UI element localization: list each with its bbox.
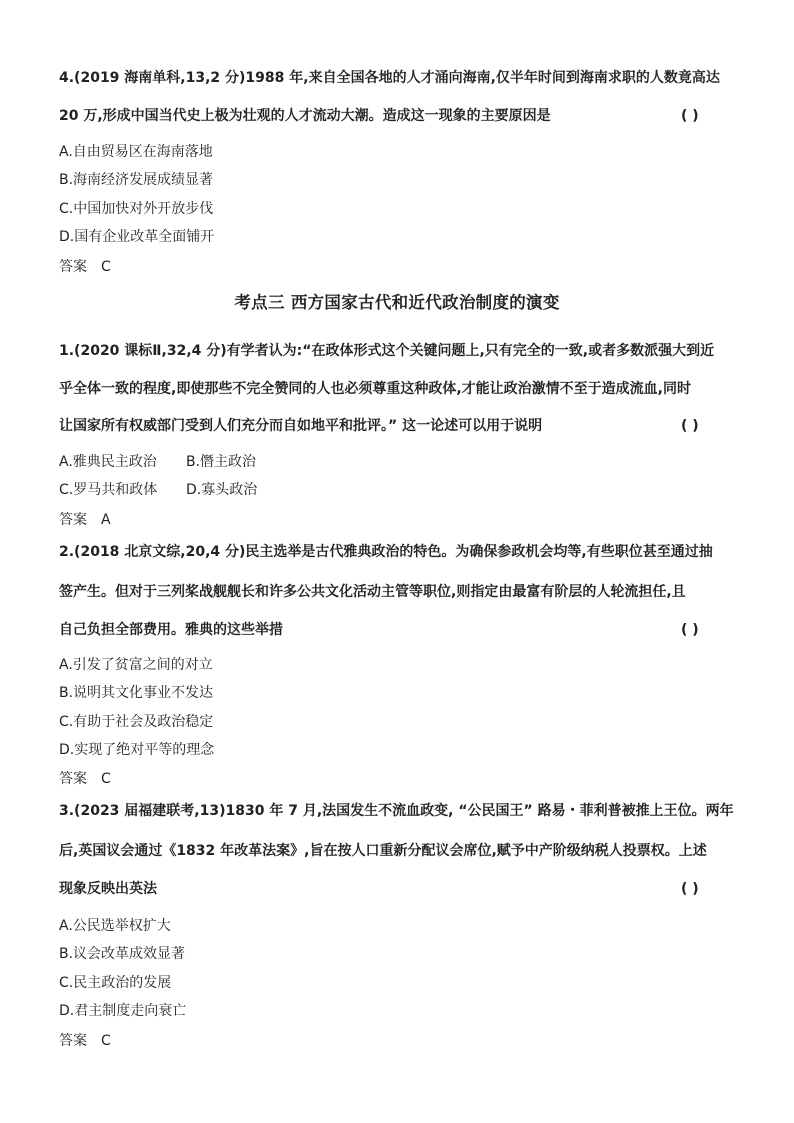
- section-heading: 考点三 西方国家古代和近代政治制度的演变: [234, 293, 560, 312]
- question-stem-line: 签产生。但对于三列桨战舰舰长和许多公共文化活动主管等职位,则指定由最富有阶层的人轮流担任,且: [59, 584, 686, 600]
- option-c: C.有助于社会及政治稳定: [59, 714, 214, 730]
- answer-line: [59, 769, 111, 789]
- question-stem-line: 自己负担全部费用。雅典的这些举措: [59, 622, 283, 638]
- option-a: A.雅典民主政治: [59, 454, 157, 470]
- option-a: A.公民选举权扩大: [59, 918, 171, 934]
- question-stem-line: 现象反映出英法: [59, 881, 157, 897]
- option-b: B.议会改革成效显著: [59, 946, 186, 962]
- option-c: C.中国加快对外开放步伐: [59, 201, 214, 217]
- question-stem-line: 2.(2018 北京文综,20,4 分)民主选举是古代雅典政治的特色。为确保参政机会均等,有些职位甚至通过抽: [59, 544, 713, 560]
- question-stem-line: 4.(2019 海南单科,13,2 分)1988 年,来自全国各地的人才涌向海南,仅半年时间到海南求职的人数竟高达: [59, 70, 720, 86]
- option-b: B.僭主政治: [186, 454, 257, 470]
- option-d: D.君主制度走向衰亡: [59, 1003, 187, 1019]
- question-stem-line: 3.(2023 届福建联考,13)1830 年 7 月,法国发生不流血政变, “公民国王” 路易・菲利普被推上王位。两年: [59, 803, 734, 819]
- answer-paren: ( ): [681, 108, 699, 124]
- answer-value: A: [101, 512, 111, 528]
- answer-value: C: [101, 771, 111, 787]
- question-stem-line: 20 万,形成中国当代史上极为壮观的人才流动大潮。造成这一现象的主要原因是: [59, 108, 551, 124]
- answer-paren: ( ): [681, 418, 699, 434]
- answer-label: 答案: [59, 771, 87, 787]
- answer-line: [59, 257, 111, 277]
- option-c: C.民主政治的发展: [59, 975, 172, 991]
- option-d: D.国有企业改革全面铺开: [59, 229, 215, 245]
- option-a: A.自由贸易区在海南落地: [59, 144, 213, 160]
- option-d: D.寡头政治: [186, 482, 258, 498]
- answer-paren: ( ): [681, 881, 699, 897]
- question-stem-line: 后,英国议会通过《1832 年改革法案》,旨在按人口重新分配议会席位,赋予中产阶级纳税人投票权。上述: [59, 843, 707, 859]
- answer-paren: ( ): [681, 622, 699, 638]
- option-b: B.海南经济发展成绩显著: [59, 172, 214, 188]
- answer-label: 答案: [59, 1033, 87, 1049]
- option-a: A.引发了贫富之间的对立: [59, 657, 213, 673]
- answer-label: 答案: [59, 259, 87, 275]
- answer-value: C: [101, 259, 111, 275]
- option-c: C.罗马共和政体: [59, 482, 158, 498]
- question-stem-line: 让国家所有权威部门受到人们充分而自如地平和批评。” 这一论述可以用于说明: [59, 418, 543, 434]
- answer-line: [59, 510, 111, 530]
- answer-label: 答案: [59, 512, 87, 528]
- answer-value: C: [101, 1033, 111, 1049]
- question-stem-line: 乎全体一致的程度,即使那些不完全赞同的人也必须尊重这种政体,才能让政治激情不至于造成流血,同时: [59, 381, 691, 397]
- question-stem-line: 1.(2020 课标Ⅱ,32,4 分)有学者认为:“在政体形式这个关键问题上,只有完全的一致,或者多数派强大到近: [59, 343, 715, 359]
- option-b: B.说明其文化事业不发达: [59, 685, 214, 701]
- answer-line: [59, 1031, 111, 1051]
- option-d: D.实现了绝对平等的理念: [59, 742, 215, 758]
